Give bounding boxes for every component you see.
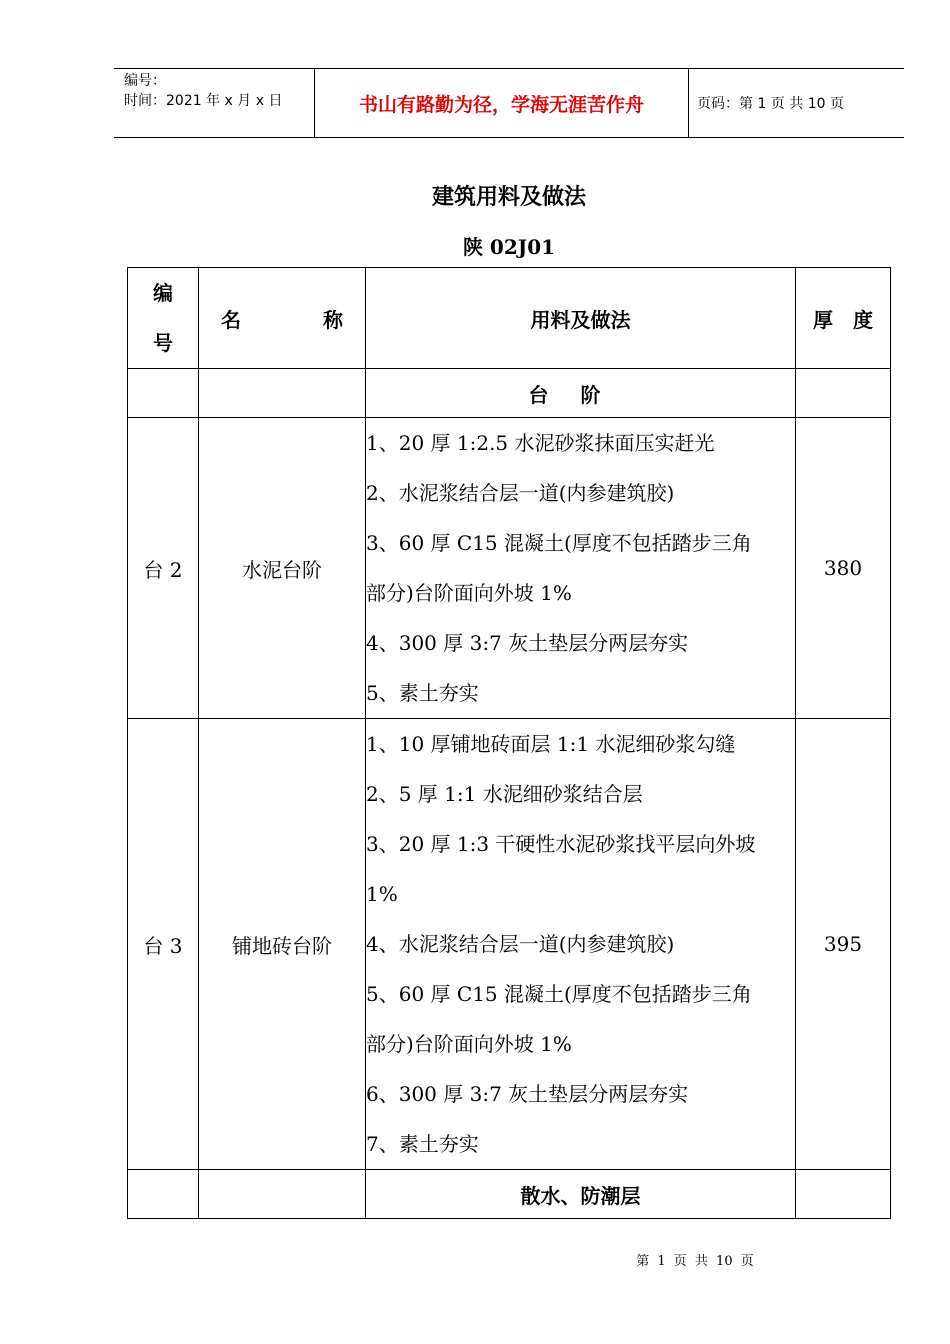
row-thickness: 395: [796, 719, 891, 1170]
time-label: 时间：2021 年 x 月 x 日: [124, 93, 283, 109]
header-code-text: [128, 268, 198, 368]
row-code: 台 3: [128, 719, 199, 1170]
table-row: [128, 719, 891, 1170]
table-header-row: [128, 268, 891, 369]
empty-cell: [128, 369, 199, 418]
method-line: 3、60 厚 C15 混凝土(厚度不包括踏步三角: [366, 531, 752, 555]
empty-cell: [199, 369, 366, 418]
header-code: [128, 268, 199, 369]
section-title-apron: 散水、防潮层: [366, 1170, 796, 1219]
header-name-right: 称: [323, 307, 343, 332]
method-line: 6、300 厚 3:7 灰土垫层分两层夯实: [366, 1082, 689, 1106]
row-code: 台 2: [128, 418, 199, 719]
section-title-steps: [366, 369, 796, 418]
row-method: [366, 418, 796, 719]
method-line: 部分)台阶面向外坡 1%: [366, 1032, 572, 1056]
method-line: 3、20 厚 1:3 干硬性水泥砂浆找平层向外坡: [366, 832, 756, 856]
method-line: 部分)台阶面向外坡 1%: [366, 581, 572, 605]
section-title-text: 台阶: [528, 382, 633, 407]
header-motto: 书山有路勤为径，学海无涯苦作舟: [358, 93, 644, 116]
row-method: [366, 719, 796, 1170]
header-thickness: 厚 度: [796, 268, 891, 369]
header-name-left: 名: [221, 307, 241, 332]
method-line: 1、10 厚铺地砖面层 1:1 水泥细砂浆勾缝: [366, 732, 736, 756]
header-method: 用料及做法: [366, 268, 796, 369]
method-line: 2、5 厚 1:1 水泥细砂浆结合层: [366, 782, 643, 806]
number-label: 编号：: [124, 73, 166, 89]
method-line: 4、300 厚 3:7 灰土垫层分两层夯实: [366, 631, 689, 655]
method-line: 5、60 厚 C15 混凝土(厚度不包括踏步三角: [366, 982, 752, 1006]
method-line: 7、素土夯实: [366, 1132, 479, 1156]
table-row: [128, 418, 891, 719]
empty-cell: [796, 369, 891, 418]
header-name: [199, 268, 366, 369]
header-divider: [688, 69, 689, 137]
method-line: 1、20 厚 1:2.5 水泥砂浆抹面压实赶光: [366, 431, 715, 455]
empty-cell: [796, 1170, 891, 1219]
page-header: [114, 68, 904, 138]
header-code-char-2: 号: [153, 331, 173, 355]
empty-cell: [199, 1170, 366, 1219]
row-name: 水泥台阶: [199, 418, 366, 719]
method-line: 2、水泥浆结合层一道(内参建筑胶): [366, 481, 675, 505]
row-name: 铺地砖台阶: [199, 719, 366, 1170]
section-row: [128, 369, 891, 418]
empty-cell: [128, 1170, 199, 1219]
method-line: 4、水泥浆结合层一道(内参建筑胶): [366, 932, 675, 956]
method-line: 1%: [366, 882, 398, 906]
materials-table: [127, 267, 891, 1219]
document-subtitle: 陕 02J01: [462, 235, 556, 259]
method-line: 5、素土夯实: [366, 681, 479, 705]
row-thickness: 380: [796, 418, 891, 719]
page-footer: 第 1 页 共 10 页: [636, 1254, 754, 1269]
header-meta: [124, 71, 282, 111]
document-title: 建筑用料及做法: [431, 184, 586, 210]
header-code-char-1: 编: [153, 281, 173, 305]
section-row: [128, 1170, 891, 1219]
header-page-info: 页码：第 1 页 共 10 页: [697, 96, 844, 112]
